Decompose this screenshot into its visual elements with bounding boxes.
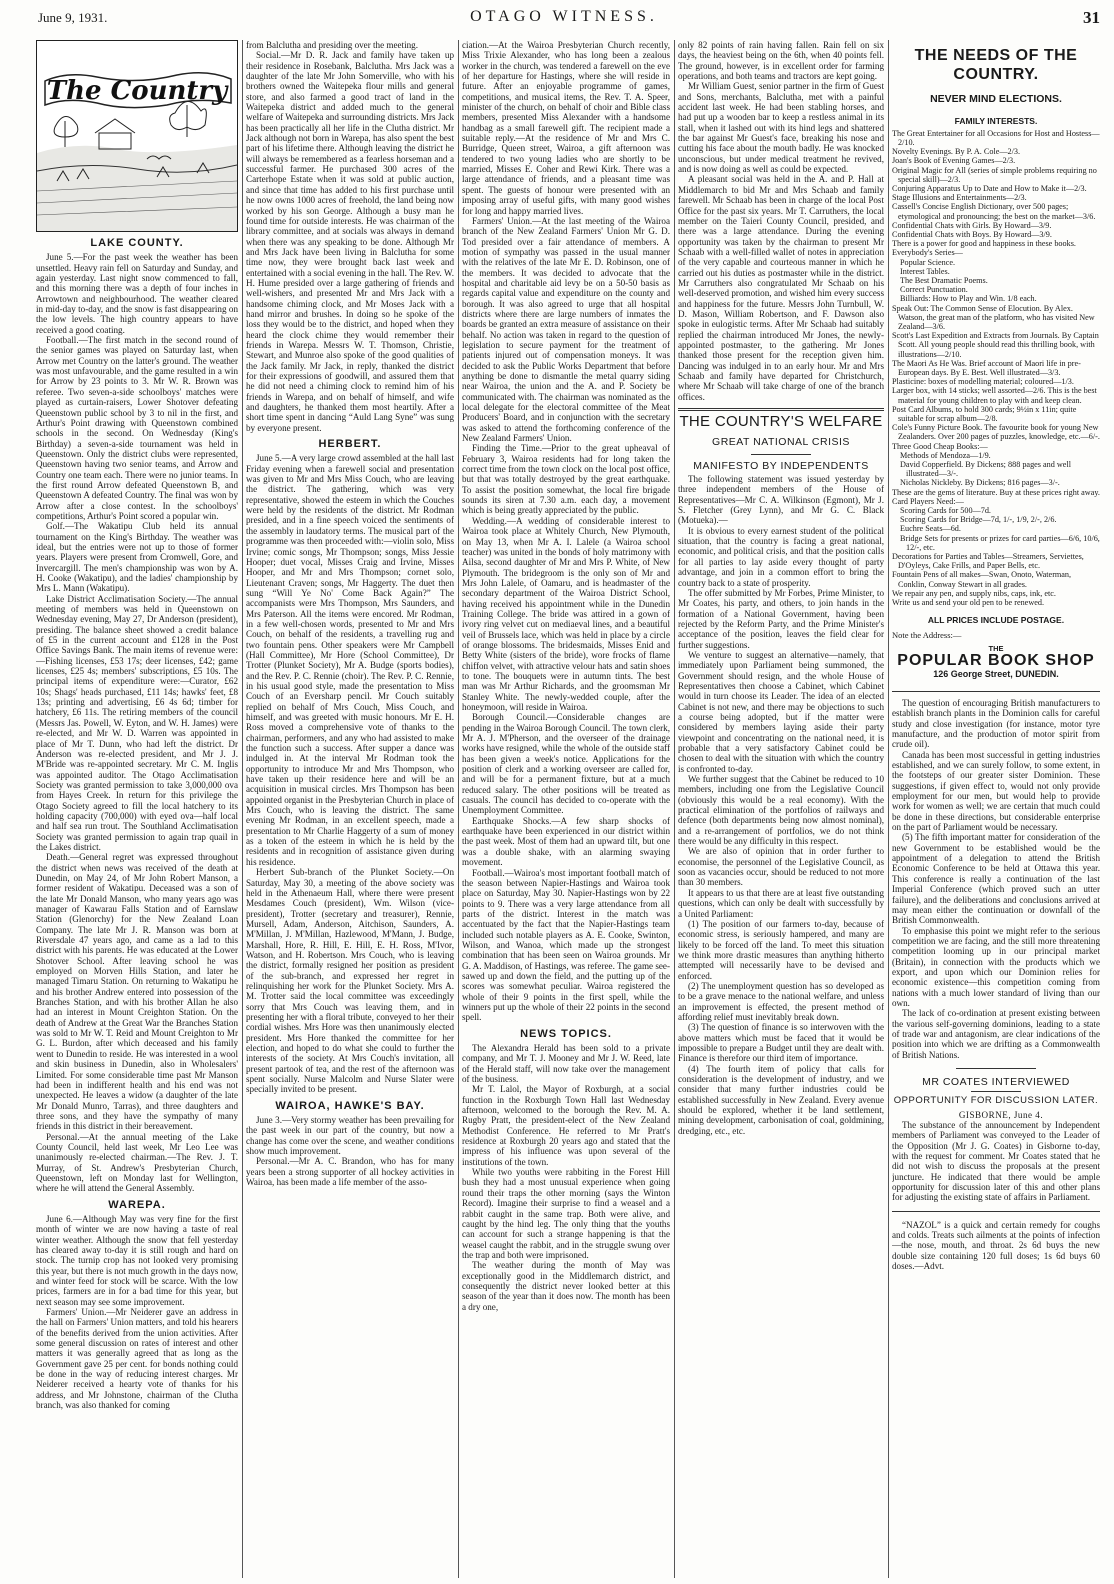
section-divider: [678, 408, 884, 411]
list-item: Billiards: How to Play and Win. 1/8 each.: [900, 294, 1037, 304]
subheading-great-national-crisis: GREAT NATIONAL CRISIS: [712, 436, 850, 449]
paragraph: Canada has been most successful in getting industries established, and we can surely follow, to some extent, in the footsteps of our greater sister Dominion. These suggestions, if given effect to, would not only provide employment for our men, but would help to provide work for women as well; we are certain that much could be done in these directions, but considerable enterprise on the part of Parliament would be necessary.: [892, 749, 1100, 833]
list-item: Post Card Albums, to hold 300 cards; 9½in x 11in; quite suitable for scrap album—2/8.: [892, 404, 1077, 423]
list-item: Original Magic for All (series of simple problems requiring no special skill)—2/3.: [892, 165, 1097, 184]
logo-title: The Country: [46, 76, 228, 106]
list-item: Novelty Evenings. By P. A. Cole—2/3.: [892, 147, 1021, 157]
paragraph: Wedding.—A wedding of considerable interest to Wairoa took place at Whitely Church, New Plymouth, on May 13, when Mr A. I. Lalele (a Wairoa school teacher) was united in the bonds of holy matrimony with Ailsa, second daughter of Mr and Mrs P. White, of New Plymouth. The bridegroom is the only son of Mr and Mrs John Lalele, of Oamaru, and is headmaster of the secondary department of the Wairoa District School, having received his appointment while in the Dunedin Training College. The bride was attired in a gown of ivory ring velvet cut on mediaeval lines, and a beautiful veil of Brussels lace, which was held in place by a circle of orange blossoms. The bridesmaids, Misses Enid and Betty White (sisters of the bride), wore frocks of flame chiffon velvet, with attractive velour hats and satin shoes to tone. The bouquets were in autumn tints. The best man was Mr Arthur Richards, and the groomsman Mr Stanley White. The newly-wedded couple, after the honeymoon, will reside in Wairoa.: [462, 515, 670, 712]
heading-coates-interviewed: MR COATES INTERVIEWED: [922, 1076, 1070, 1088]
paragraph: Farmers' Union.—At the last meeting of the Wairoa branch of the New Zealand Farmers' Union Mr G. D. Tod presided over a fair attendance of members. A motion of sympathy was passed in the usual manner with the relatives of the late Mr E. D. Robinson, one of the members. It was decided to advocate that the hospital and charitable aid levy be on a 50-50 basis as regards capital value and expenditure on the county and borough. It was also agreed to urge that all hospital districts where there are large numbers of inmates the boards be granted an extra measure of assistance on their behalf. No action was taken in regard to the question of legislation to secure payment for the treatment of patients injured out of compensation moneys. It was decided to ask the Public Works Department that before anything be done to dismantle the metal quarry siding near Wairoa, the union and the A. and P. Society be communicated with. The chairman was nominated as the local delegate for the electoral committee of the Meat Producers' Board, and in conjunction with the secretary was asked to attend the forthcoming conference of the New Zealand Farmers' Union.: [462, 215, 670, 444]
list-item: Confidential Chats with Boys. By Howard—3/9.: [892, 229, 1052, 239]
list-item: These are the gems of literature. Buy at these prices right away.: [892, 487, 1100, 497]
list-item: Scoring Cards for Bridge—7d, 1/-, 1/9, 2/-, 2/6.: [900, 515, 1057, 525]
list-item: Stage Illusions and Entertainments—2/3.: [892, 193, 1027, 203]
advert-subtitle: NEVER MIND ELECTIONS.: [930, 93, 1062, 105]
paragraph: We are also of opinion that in order further to economise, the personnel of the Legislative Council, as soon as vacancies occur, should be reduced to not more than 30 members.: [678, 846, 884, 888]
heading-news-topics: NEWS TOPICS.: [520, 1027, 612, 1040]
paragraph: (2) The unemployment question has so developed as to be a grave menace to the national welfare, and unless an improvement is effected, the present method of affording relief must inevitably break down.: [678, 980, 884, 1022]
book-list: [892, 129, 1100, 608]
paragraph: The lack of co-ordination at present existing between the various self-governing dominions, leading to a state of trade war and antagonism, are clear indications of the position into which we are drifting as a Commonwealth of British Nations.: [892, 1008, 1100, 1060]
list-item: Confidential Chats with Girls. By Howard—3/9.: [892, 220, 1052, 230]
column-rule: [888, 40, 889, 1578]
paragraph: Borough Council.—Considerable changes are pending in the Wairoa Borough Council. The town clerk, Mr A. J. M'Pherson, and the overseer of the drainage works have resigned, while the whole of the outside staff has been given a week's notice. Applications for the position of clerk and a working overseer are called for, and will be for a permanent fixture, but at a much reduced salary. The other positions will be treated as casuals. The council has decided to co-operate with the Unemployment Committee.: [462, 712, 670, 816]
paragraph: Social.—Mr D. R. Jack and family have taken up their residence in Rosebank, Balclutha. Mrs Jack was a daughter of the late Mr John Somerville, who with his brothers owned the Waitepeka flour mills and general store, and also farmed a good tract of land in the Waitepeka district and added much to the general welfare of Waitepeka and surrounding districts. Mrs Jack has been practically all her life in the Clutha district. Mr Jack although not born in Warepa, has also spent the best part of his lifetime there. Although leaving the district he will always be remembered as a fearless horseman and a successful farmer. He purchased 300 acres of the Carterhope Estate when it was sold at public auction, and since that time has added to his first purchase until he now owns 1000 acres of freehold, the land being now worked by his son George. Although a busy man he found time for outside interests. He was chairman of the library committee, and at socials was always in demand when there was any speaking to be done. Although Mr and Mrs Jack have been living in Balclutha for some time now, they were brought back last week and entertained with a social evening in the hall. The Rev. W. H. Hume presided over a large gathering of friends and well-wishers, and presented Mr and Mrs Jack with a handsome chiming clock, and Mr Moses Jack with a hand mirror and brushes. In doing so he spoke of the loss they would be to the district, and hoped when they heard the clock chime they would remember their friends in Warepa. Messrs W. T. Thomson, Christie, Stewart, and Munroe also spoke of the good qualities of the Jack family. Mr Jack, in reply, thanked the district for their expressions of goodwill, and assured them that he did not need a chiming clock to remind him of his friends in Warepa, and on behalf of himself, and wife and daughters, he thanked them most heartily. After a short time spent in dancing “Auld Lang Syne” was sung by everyone present.: [246, 50, 454, 433]
paragraph: Personal.—Mr A. C. Brandon, who has for many years been a strong supporter of all hockey activities in Wairoa, has been made a life member of the asso-: [246, 1156, 454, 1188]
list-item: Cole's Funny Picture Book. The favourite book for young New Zealanders. Over 200 pages of puzzles, knowledge, etc.—6/-.: [892, 423, 1100, 442]
column-5: [892, 40, 1100, 1578]
list-item: Write us and send your old pen to be renewed.: [892, 598, 1045, 608]
list-item: Speak Out: The Common Sense of Elocution. By Alex. Watson, the great man of the platform, who has visited New Zealand—3/6.: [892, 303, 1095, 331]
paragraph: The Alexandra Herald has been sold to a private company, and Mr T. J. Mooney and Mr J. W. Reed, late of the Herald staff, will now take over the management of the business.: [462, 1043, 670, 1085]
list-item: Euchre Seats—6d.: [900, 524, 961, 534]
subheading-opportunity: OPPORTUNITY FOR DISCUSSION LATER.: [893, 1095, 1099, 1107]
paragraph: June 6.—Although May was very fine for the first month of winter we are now having a taste of real winter weather. Although the snow that fell yesterday has cleared away to-day it is still rough and hard on stock. The turnip crop has not looked very promising this year, but there is not much growth in the days now, and winter feed for stock will be scarce. With the low prices, farmers are in for a bad time for this year, but next season may see some improvement.: [36, 1213, 238, 1307]
paragraph: Football.—Wairoa's most important football match of the season between Napier-Hastings and Wairoa took place on Saturday, May 30. Napier-Hastings won by 22 points to 9. There was a very large attendance from all parts of the district. Interest in the match was accentuated by the fact that the Napier-Hastings team included such notable players as A. E. Cooke, Swinton, Wilson, and Wanoa, which made up the strongest combination that has been seen on Wairoa grounds. Mr G. A. Maddison, of Hastings, was referee. The game see-sawed up and down the field, and the putting up of the scores was somewhat peculiar. Wairoa registered the whole of their 9 points in the first spell, while the winners put up the whole of their 22 points in the second spell.: [462, 867, 670, 1023]
paragraph: Death.—General regret was expressed throughout the district when news was received of the death at Dunedin, on May 24, of Mr John Robert Manson, a former resident of Wakatipu. Deceased was a son of the late Mr Donald Manson, who many years ago was manager of Kawarau Falls Station and of Earnslaw Station (Glenorchy) for the New Zealand Loan Company. The late Mr J. R. Manson was born at Riversdale 47 years ago, and came as a lad to this district with his parents. He was educated at the Lower Shotover School. After leaving school he was employed on Morven Hills Station, and later he managed Timaru Station. On returning to Wakatipu he and his brother Andrew entered into possession of the Branches Station, and with his brother Allan he also had an interest in Mount Creighton Station. On the death of Andrew at the Great War the Branches Station was sold to Mr W. T. Reid and Mount Creighton to Mr G. L. Burdon, after which deceased and his family went to Dunedin to reside. He was interested in a wool and skin business in Dunedin, also in Wholesalers' Limited. For some considerable time past Mr Manson had been in indifferent health and his end was not unexpected. He leaves a widow (a daughter of the late Mr Donald Munro, Tarras), and three daughters and three sons, and they have the sympathy of many friends in this district in their bereavement.: [36, 852, 238, 1132]
paragraph: Mr William Guest, senior partner in the firm of Guest and Sons, merchants, Balclutha, met with a painful accident last week. He had been stabling horses, and had put up a wooden bar to keep a restless animal in its stall, when it lashed out with its hind legs and shattered the bar against Mr Guest's face, breaking his nose and cutting his face about the mouth badly. He was knocked unconscious, but under medical treatment he revived, and is now doing as well as could be expected.: [678, 81, 884, 175]
list-item: Nicholas Nickleby. By Dickens; 816 pages—3/-.: [900, 478, 1060, 488]
section-divider: [892, 691, 1100, 692]
advert-nazol: “NAZOL” is a quick and certain remedy for coughs and colds. Treats such ailments at the points of infection—the nose, mouth, and throat. 2s 6d buys the new double size containing 120 full doses; 1s 6d buys 60 doses.—Advt.: [892, 1219, 1100, 1272]
column-rule: [458, 40, 459, 1578]
paragraph: The substance of the announcement by Independent members of Parliament was conveyed to the Leader of the Opposition (Mr J. G. Coates) in Gisborne to-day, with the request for comment. Mr Coates stated that he did not wish to discuss the proposals at the present juncture. He indicated that there would be ample opportunity for discussion later of this and other plans for adjusting the existing state of affairs in Parliament.: [892, 1120, 1100, 1203]
list-item: Everybody's Series—: [892, 248, 963, 258]
list-item: Fountain Pens of all makes—Swan, Onoto, Waterman, Conklin, Conway Stewart in all grades.: [892, 570, 1072, 589]
paragraph: Golf.—The Wakatipu Club held its annual tournament on the King's Birthday. The weather was ideal, but the entries were not up to those of former years. Players were present from Cromwell, Gore, and Invercargill. The men's championship was won by A. H. Cooke (Wakatipu), and the ladies' championship by Mrs L. Mann (Wakatipu).: [36, 521, 238, 594]
advert-title: THE NEEDS OF THE COUNTRY.: [914, 47, 1078, 83]
list-item: The Best Dramatic Poems.: [900, 275, 988, 285]
paragraph: ciation.—At the Wairoa Presbyterian Church recently, Miss Trixie Alexander, who has long been a zealous worker in the church, was tendered a farewell on the eve of her departure for Hastings, where she will reside in future. After an enjoyable programme of games, competitions, and musical items, the Rev. T. A. Speer, minister of the church, on behalf of choir and Bible class members, presented Miss Alexander with a handsome handbag as a small farewell gift. The recipient made a suitable reply.—At the residence of Mr and Mrs C. Burridge, Queen street, Wairoa, a gift afternoon was tendered to two young ladies who are shortly to be married, Misses E. Coher and Rewi Kirk. There was a large attendance of friends, and a pleasant time was spent. The guests of honour were presented with an imposing array of useful gifts, with many good wishes for long and happy married lives.: [462, 40, 670, 216]
page-number: 31: [1083, 8, 1100, 27]
paragraph: It appears to us that there are at least five outstanding questions, which can only be dealt with successfully by a United Parliament:: [678, 887, 884, 919]
list-item: Joan's Book of Evening Games—2/3.: [892, 156, 1016, 166]
paragraph: Farmers' Union.—Mr Neiderer gave an address in the hall on Farmers' Union matters, and told his hearers of the benefits derived from the union activities. After some general discussion on rates of interest and other matters it was generally agreed that as long as the Government gave 25 per cent. for bonds nothing could be done in the way of reducing interest charges. Mr Neiderer received a hearty vote of thanks for his address, and Mr Johnstone, chairman of the Clutha branch, was also thanked for coming: [36, 1307, 238, 1411]
list-item: Cassell's Concise English Dictionary, over 500 pages; etymological and pronouncing; the best on the market—3/6.: [892, 202, 1096, 221]
advert-section-heading: FAMILY INTERESTS.: [954, 116, 1038, 127]
list-item: Methods of Mendoza—1/9.: [900, 450, 991, 460]
section-divider: [892, 1211, 1100, 1212]
the-country-logo: [36, 40, 238, 232]
address-note: Note the Address:—: [892, 629, 962, 640]
column-rule: [674, 40, 675, 1578]
list-item: Popular Science.: [900, 257, 956, 267]
list-item: David Copperfield. By Dickens; 888 pages and well illustrated—3/-.: [900, 460, 1071, 479]
list-item: Scoring Cards for 500—7d.: [900, 506, 991, 516]
paragraph: The following statement was issued yesterday by three independent members of the House of Representatives—Mr C. A. Wilkinson (Egmont), Mr J. S. Fletcher (Grey Lynn), and Mr G. C. Black (Motueka).—: [678, 474, 884, 526]
dateline: GISBORNE, June 4.: [958, 1109, 1044, 1120]
column-3: [462, 40, 670, 1578]
paragraph: We venture to suggest an alternative—namely, that immediately upon Parliament being summoned, the Government should resign, and the whole House of Representatives then choose a Cabinet, which Cabinet would in turn choose its Leader. The idea of an elected Cabinet is not new, and there may be objections to such a course being adopted, but if the matter were considered by members laying aside their party viewpoint and concentrating on the national need, it is probable that a very satisfactory Cabinet could be chosen to deal with the situation with which the country is confronted to-day.: [678, 649, 884, 774]
list-item: Correct Punctuation.: [900, 285, 968, 295]
paragraph: The weather during the month of May was exceptionally good in the Middlemarch district, and consequently the district never looked better at this season of the year than it does now. The month has been a dry one,: [462, 1260, 670, 1312]
column-rule: [242, 40, 243, 1578]
paragraph: Mr T. Lalol, the Mayor of Roxburgh, at a social function in the Roxburgh Town Hall last Wednesday afternoon, welcomed to the borough the Rev. M. A. Rugby Pratt, the president-elect of the New Zealand Methodist Conference. He referred to Mr Pratt's residence at Roxburgh 20 years ago and stated that the impress of his influence was upon several of the institutions of the town.: [462, 1084, 670, 1167]
list-item: The Great Entertainer for all Occasions for Host and Hostess—2/10.: [892, 128, 1100, 147]
column-1: [36, 40, 238, 1578]
list-item: Larger box, with 14 sticks; well assorted—2/6. This is the best material for young children to play with and keep clean.: [892, 386, 1097, 405]
heading-countrys-welfare: THE COUNTRY'S WELFARE: [679, 413, 883, 431]
rural-scene-illustration: [37, 41, 237, 231]
list-item: There is a power for good and happiness in these books.: [892, 239, 1076, 249]
short-rule: [956, 1068, 1036, 1069]
list-item: Decorations for Parties and Tables—Streamers, Serviettes, D'Oyleys, Cake Frills, and Paper Bells, etc.: [892, 552, 1084, 571]
paragraph: from Balclutha and presiding over the meeting.: [246, 40, 418, 50]
shop-name: POPULAR BOOK SHOP: [897, 652, 1095, 670]
paragraph: only 82 points of rain having fallen. Rain fell on six days, the heaviest being on the 6th, when 40 points fell. The ground, however, is in excellent order for farming operations, and both teams and tractors are kept going.: [678, 40, 884, 82]
short-rule: [751, 454, 811, 455]
list-item: The Maori As He Was. Brief account of Maori life in pre-European days. By E. Best. Well illustrated—3/3.: [892, 358, 1081, 377]
column-2: [246, 40, 454, 1578]
heading-warepa: WAREPA.: [108, 1198, 166, 1211]
shop-address: 126 George Street, DUNEDIN.: [933, 668, 1059, 679]
paragraph: June 3.—Very stormy weather has been prevailing for the past week in our part of the country, but now a change has come over the scene, and weather conditions show much improvement.: [246, 1115, 454, 1157]
paragraph: (4) The fourth item of policy that calls for consideration is the development of industry, and we consider that many further industries could be established successfully in New Zealand. Every avenue should be explored, whether it be land settlement, mining development, carbonisation of coal, goldmining, dredging, etc., etc.: [678, 1063, 884, 1136]
list-item: Plasticine: boxes of modelling material; coloured—1/3.: [892, 377, 1074, 387]
paragraph: We further suggest that the Cabinet be reduced to 10 members, including one from the Legislative Council (obviously this would be a real economy). With the practical elimination of the portfolios of railways and defence (both departments being now almost nominal), and a re-arrangement of portfolios, we do not think there would be any difficulty in this respect.: [678, 774, 884, 847]
heading-herbert: HERBERT.: [318, 438, 382, 451]
paragraph: Earthquake Shocks.—A few sharp shocks of earthquake have been experienced in our district within the past week. Most of them had an upward tilt, but one was a double shake, with an alarming swaying movement.: [462, 815, 670, 868]
paragraph: Personal.—At the annual meeting of the Lake County Council, held last week, Mr Leo Lee was unanimously re-elected chairman.—The Rev. J. T. Murray, of St. Andrew's Presbyterian Church, Queenstown, left on Monday last for Wellington, where he will attend the General Assembly.: [36, 1131, 238, 1194]
list-item: Scott's Last Expedition and Extracts from Journals. By Captain Scott. All young people should read this thrilling book, with illustrations—2/10.: [892, 331, 1099, 359]
paragraph: (3) The question of finance is so interwoven with the above matters which must be faced that it would be impossible to prepare a Budget until they are dealt with. Finance is therefore our third item of importance.: [678, 1022, 884, 1064]
list-item: Conjuring Apparatus Up to Date and How to Make it—2/3.: [892, 183, 1087, 193]
paragraph: A pleasant social was held in the A. and P. Hall at Middlemarch to bid Mr and Mrs Schaab and family farewell. Mr Schaab has been in charge of the local Post Office for the past six years. Mr T. Carruthers, the local member on the Taieri County Council, presided, and there was a large attendance. During the evening opportunity was taken by the chairman to present Mr Schaab with a well-filled wallet of notes in appreciation of the very capable and courteous manner in which he carried out his duties as postmaster while in the district. Mr Carruthers also congratulated Mr Schaab on his well-deserved promotion, and wished him every success and happiness for the future. Messrs John Turnbull, W. D. Mason, William Robertson, and F. Dawson also spoke in eulogistic terms. After Mr Schaab had suitably replied the chairman introduced Mr Jones, the newly-appointed postmaster, to the gathering. Mr Jones thanked those present for the reception given him. Dancing was indulged in to an early hour. Mr and Mrs Schaab and family have departed for Christchurch, where Mr Schaab will take charge of one of the branch offices.: [678, 174, 884, 402]
paragraph: Lake District Acclimatisation Society.—The annual meeting of members was held in Queenstown on Wednesday evening, May 27, Dr Anderson (president), presiding. The balance sheet showed a credit balance of £5 in the current account and £128 in the Post Office Savings Bank. The main items of revenue were:—Fishing licenses, £53 17s; deer licenses, £42; game licenses, £25 4s; members' subscriptions, £5 10s. The principal items of expenditure were:—Curator, £62 10s; Shags' heads purchased, £11 14s; hawks' feet, £8 13s; printing and advertising, £6 4s 6d; timber for hatchery, £6 11s. The retiring members of the council (Messrs Jas. Powell, W. Eyton, and W. H. James) were re-elected, and Mr W. D. Warren was appointed in place of Mr T. Dunn, who had left the district. Dr Anderson was re-elected president, and Mr J. J. M'Bride was re-appointed secretary. Mr C. M. Inglis was appointed auditor. The Otago Acclimatisation Society was granted permission to take 3,000,000 ova from Hayes Creek. In return for this privilege the Otago Society agreed to fill the local hatchery to its holding capacity (700,000) with eyed ova—half local and half sea run trout. The Southland Acclimatisation Society was granted permission to again trap quail in the Lakes district.: [36, 593, 238, 852]
paragraph: The question of encouraging British manufacturers to establish branch plants in the Dominion calls for careful study and close investigation (for instance, motor tyre manufacture, and the production of motor spirit from crude oil).: [892, 697, 1100, 750]
list-item: Interest Tables.: [900, 266, 950, 276]
list-item: We repair any pen, and supply nibs, caps, ink, etc.: [892, 588, 1056, 598]
list-item: Three Good Cheap Books:—: [892, 441, 988, 451]
list-item: Card Players Need:—: [892, 496, 964, 506]
masthead: [28, 4, 1100, 26]
column-4: [678, 40, 884, 1578]
shop-prefix: THE: [988, 643, 1004, 653]
paragraph: (5) The fifth important matter for consideration of the new Government to be established would be the appointment of a delegation to attend the British Economic Conference to be held at Ottawa this year. This conference is really a continuation of the last Imperial Conference (which proved such an utter failure), and the deliberations and conclusions arrived at may mean either the continuation or downfall of the British Commonwealth.: [892, 832, 1100, 926]
paragraph: (1) The position of our farmers to-day, because of economic stress, is seriously hampered, and many are likely to be forced off the land. To meet this situation we think more drastic measures than anything hitherto attempted will necessarily have to be devised and enforced.: [678, 918, 884, 981]
paragraph: June 5.—For the past week the weather has been unsettled. Heavy rain fell on Saturday and Sunday, and again yesterday. Last night snow commenced to fall, and this morning there was a depth of four inches in Arrowtown and neighbourhood. The weather cleared in mid-day to-day, and the snow is fast disappearing on the low levels. The high country appears to have received a good coating.: [36, 252, 238, 335]
issue-date: June 9, 1931.: [38, 10, 108, 25]
paragraph: Finding the Time.—Prior to the great upheaval of February 3, Wairoa residents had for long taken the correct time from the town clock on the local post office, but that was totally destroyed by the great earthquake. To assist the position somewhat, the local fire brigade sounds its siren at 7.30 a.m. each day, a movement which is being greatly appreciated by the public.: [462, 443, 670, 516]
paragraph: Football.—The first match in the second round of the senior games was played on Saturday last, when Arrow met Country on the latter's ground. The weather was most unfavourable, and the game resulted in a win for Arrow by 23 points to 3. Mr W. R. Brown was referee. Two seven-a-side schoolboys' matches were played as curtain-raisers, Lower Shotover defeating Queenstown public school by 3 to nil in the first, and Arthur's Point drawing with Queenstown combined schools in the second. On Wednesday (King's Birthday) a seven-a-side tournament was held in Queenstown. Only the district clubs were represented, Queenstown having two senior teams, and Arrow and Country one team each. There were no junior teams. In the first round Arrow defeated Queenstown B, and Queenstown A defeated Country. The final was won by Arrow after a close contest. In the schoolboys' competitions, Arthur's Point scored a popular win.: [36, 335, 238, 521]
paragraph: Herbert Sub-branch of the Plunket Society.—On Saturday, May 30, a meeting of the above society was held in the Athenaeum Hall, where there were present Mesdames Couch (president), Wm. Wilson (vice-president), Trotter (secretary and treasurer), Rennie, Mursell, Adam, Anderson, Aitchison, Saunders, A. M'Millan, J. M'Millan, Hazlewood, M'Mann, J. Budge, Marshall, Hore, R. Hill, E. Hill, E. H. Ross, M'Ivor, Watson, and H. Robertson. Mrs Couch, who is leaving the district, formally resigned her position as president of the sub-branch, and expressed her regret in relinquishing her work for the Plunket Society. Mrs A. M. Trotter said the local committee was exceedingly sorry that Mrs Couch was leaving them, and in presenting her with a floral tribute, conveyed to her their cordial wishes. Mrs Hore was then unanimously elected president. Mrs Hore thanked the committee for her election, and hoped to do what she could to further the interests of the society. At Mrs Couch's invitation, all present partook of tea, and the rest of the afternoon was spent socially. Nurse Malcolm and Nurse Slater were specially invited to be present.: [246, 867, 454, 1095]
list-item: Bridge Sets for presents or prizes for card parties—6/6, 10/6, 12/-, etc.: [900, 533, 1100, 552]
paragraph: While two youths were rabbiting in the Forest Hill bush they had a most unusual experience when going round their traps the other morning (says the Winton Record). Imagine their surprise to find a weasel and a rabbit caught in the same trap. Both were alive, and caught by the hind leg. The only thing that the youths can account for such a strange happening is that the weasel caught the rabbit, and in the struggle swung over the trap and both were imprisoned.: [462, 1167, 670, 1260]
paragraph: June 5.—A very large crowd assembled at the hall last Friday evening when a farewell social and presentation was given to Mr and Mrs Miss Couch, who are leaving the district. The gathering, which was very representative, showed the esteem in which the Couches were held by the residents of the district. Mr Rodman presided, and in a fine speech voiced the sentiments of the assembly in laudatory terms. The musical part of the programme was then proceeded with:—violin solo, Miss Irvine; comic songs, Mr Thompson; songs, Miss Jessie Hooper; duet vocal, Misses Craig and Irvine, Misses Hooper, and Mr and Mrs Thompson; cornet solo, Lieutenant Craven; songs, Mr Haggerty. The duet then sung “Will Ye No' Come Back Again?” The accompanists were Mrs Thompson, Mrs Saunders, and Mrs Paterson. All the items were encored. Mr Rodman, in a few well-chosen words, presented to Mr and Mrs Couch, on behalf of the residents, a travelling rug and two fountain pens. Other speakers were Mr Campbell (Hall Committee), Mr Hore (School Committee), Dr Trotter (Plunket Society), Mr A. Budge (sports bodies), and the Rev. P. C. Rennie (choir). The Rev. P. C. Rennie, in his usual good style, made the presentation to Miss Couch of an Eversharp pencil. Mr Couch suitably replied on behalf of Mrs Couch, Miss Couch, and himself, and was greeted with music honours. Mr E. H. Ross moved a comprehensive vote of thanks to the chairman, performers, and any who had assisted to make the function such a success. After supper a dance was indulged in. At the interval Mr Rodman took the opportunity to introduce Mr and Mrs Thompson, who have taken up their residence here and will be an acquisition in musical circles. Mrs Thompson has been appointed organist in the Presbyterian Church in place of Mrs Couch, who is leaving the district. The same evening Mr Rodman, in an excellent speech, made a presentation to Mr Charlie Haggerty of a sum of money as a token of the esteem in which he is held by the residents and in recognition of assistance given during his residence.: [246, 453, 454, 867]
paragraph: It is obvious to every earnest student of the political situation, that the country is facing a great national, economic, and political crisis, and that the position calls for all parties to lay aside every thought of party advantage, and join in a common effort to bring the country back to a state of prosperity.: [678, 525, 884, 588]
paragraph: The offer submitted by Mr Forbes, Prime Minister, to Mr Coates, his party, and others, to join hands in the formation of a National Government, having been rejected by the Reform Party, and the Prime Minister's acceptance of the position, leaves the field clear for further suggestions.: [678, 587, 884, 650]
heading-wairoa: WAIROA, HAWKE'S BAY.: [275, 1099, 425, 1112]
paper-title: OTAGO WITNESS.: [470, 8, 658, 25]
paragraph: To emphasise this point we might refer to the serious competition we are facing, and the still more threatening competition looming up in our principal market (Britain), in connection with the products which we export, and upon which our Dominion relies for economic existence—this competition coming from nations with a much lower standard of living than our own.: [892, 925, 1100, 1008]
heading-lake-county: LAKE COUNTY.: [90, 237, 184, 249]
postage-note: ALL PRICES INCLUDE POSTAGE.: [927, 615, 1065, 626]
short-rule: [971, 1091, 1021, 1092]
subheading-manifesto: MANIFESTO BY INDEPENDENTS: [693, 459, 869, 472]
